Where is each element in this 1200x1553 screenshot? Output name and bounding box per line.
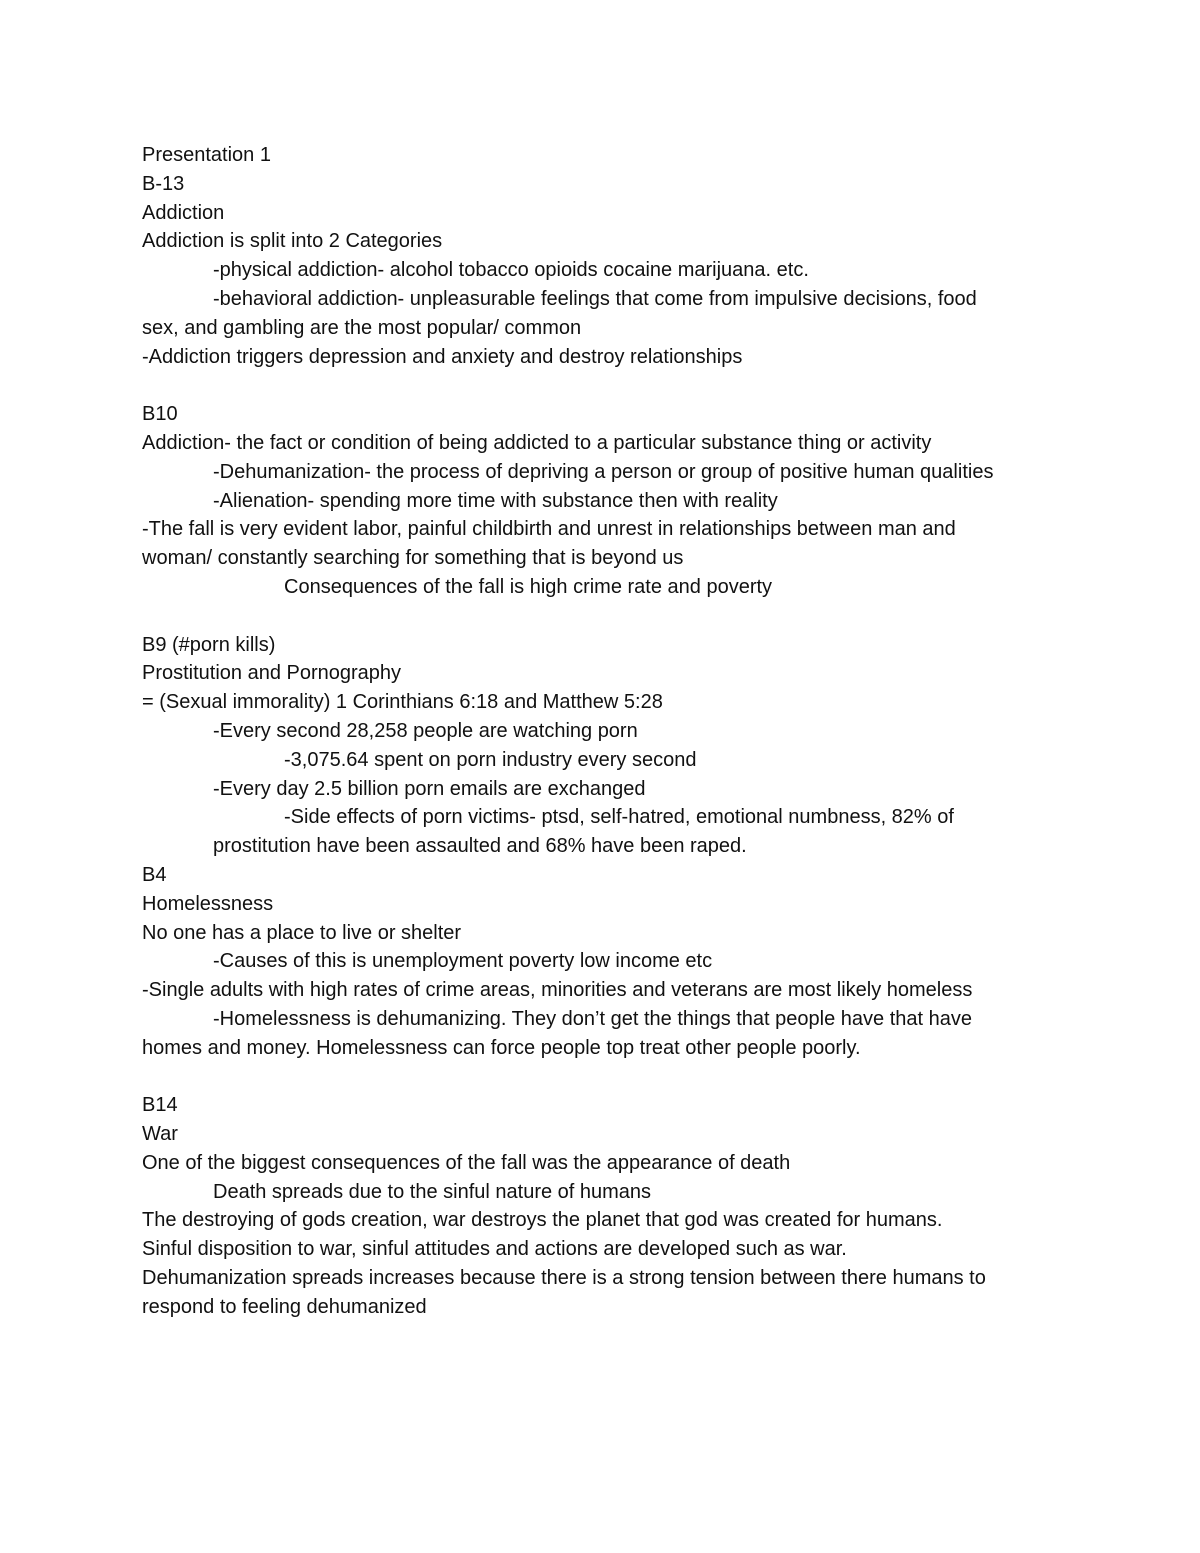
blank-line	[142, 602, 1062, 631]
blank-line	[142, 371, 1062, 400]
bullet-line: -Homelessness is dehumanizing. They don’t get the things that people have that have	[213, 1007, 972, 1030]
text-line: Addiction is split into 2 Categories	[142, 230, 443, 253]
section-code: B9 (#porn kills)	[142, 633, 276, 656]
section-code: B-13	[142, 172, 185, 195]
document-body	[142, 141, 1062, 1322]
bullet-line: -Side effects of porn victims- ptsd, self-hatred, emotional numbness, 82% of	[284, 806, 954, 829]
text-line: The destroying of gods creation, war destroys the planet that god was created for humans.	[142, 1209, 943, 1232]
section-topic: Addiction	[142, 201, 225, 224]
bullet-line: -3,075.64 spent on porn industry every second	[284, 748, 697, 771]
text-line: No one has a place to live or shelter	[142, 921, 462, 944]
section-topic: War	[142, 1123, 178, 1146]
section-code: B4	[142, 863, 167, 886]
text-line: Dehumanization spreads increases because there is a strong tension between there humans to	[142, 1267, 986, 1290]
text-line: prostitution have been assaulted and 68% have been raped.	[213, 835, 747, 858]
bullet-line: -Dehumanization- the process of depriving a person or group of positive human qualities	[213, 460, 994, 483]
bullet-line: -Every second 28,258 people are watching porn	[213, 719, 638, 742]
text-line: -The fall is very evident labor, painful childbirth and unrest in relationships between man and	[142, 518, 956, 541]
text-line: homes and money. Homelessness can force people top treat other people poorly.	[142, 1036, 861, 1059]
text-line: woman/ constantly searching for something that is beyond us	[142, 547, 684, 570]
bullet-line: -Alienation- spending more time with substance then with reality	[213, 489, 778, 512]
section-code: B10	[142, 403, 178, 426]
bullet-line: Death spreads due to the sinful nature of humans	[213, 1180, 652, 1203]
document-title: Presentation 1	[142, 144, 271, 166]
text-line: sex, and gambling are the most popular/ common	[142, 316, 582, 339]
text-line: One of the biggest consequences of the fall was the appearance of death	[142, 1151, 791, 1174]
text-line: Addiction- the fact or condition of being addicted to a particular substance thing or activity	[142, 431, 932, 454]
bullet-line: -Causes of this is unemployment poverty low income etc	[213, 950, 713, 973]
bullet-line: -behavioral addiction- unpleasurable feelings that come from impulsive decisions, food	[213, 287, 977, 310]
section-code: B14	[142, 1094, 178, 1117]
bullet-line: Consequences of the fall is high crime rate and poverty	[284, 575, 773, 598]
bullet-line: -physical addiction- alcohol tobacco opioids cocaine marijuana. etc.	[213, 259, 809, 282]
text-line: -Single adults with high rates of crime areas, minorities and veterans are most likely homeless	[142, 979, 973, 1002]
text-line: -Addiction triggers depression and anxiety and destroy relationships	[142, 345, 743, 368]
blank-line	[142, 1063, 1062, 1092]
text-line: respond to feeling dehumanized	[142, 1295, 427, 1318]
bullet-line: -Every day 2.5 billion porn emails are exchanged	[213, 777, 646, 800]
text-line: Sinful disposition to war, sinful attitudes and actions are developed such as war.	[142, 1238, 847, 1261]
text-line: = (Sexual immorality) 1 Corinthians 6:18 and Matthew 5:28	[142, 691, 663, 714]
section-topic: Prostitution and Pornography	[142, 662, 402, 685]
section-topic: Homelessness	[142, 892, 274, 915]
